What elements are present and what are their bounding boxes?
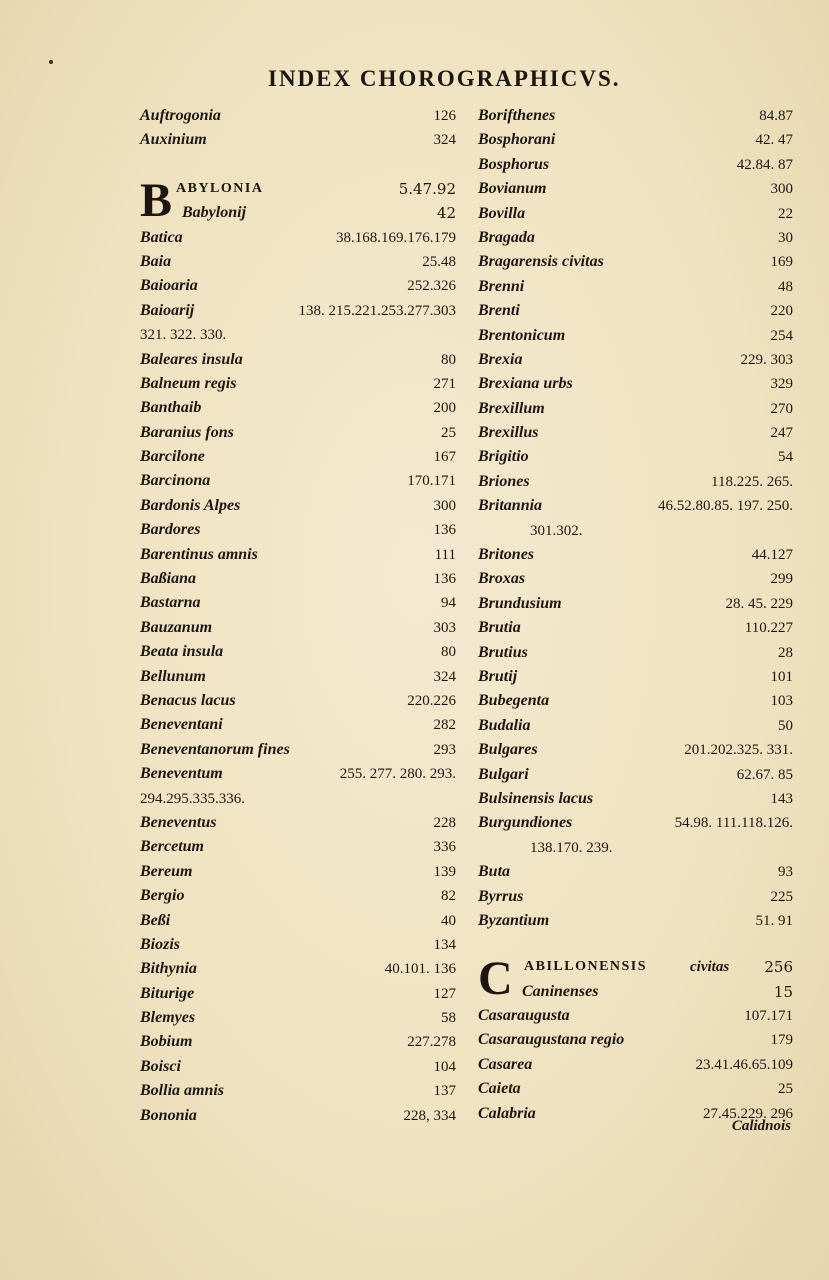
entry-term: Beneventum [140,765,223,783]
entry-term: Bauzanum [140,618,213,636]
entry-pages: 44.127 [751,547,793,564]
section-c-head-word: ABILLONENSIS [524,959,648,975]
index-entry [478,226,793,250]
entry-pages: 54 [778,449,793,466]
index-entry [140,445,456,469]
index-entry [140,689,456,713]
entry-term: Blemyes [140,1009,196,1027]
entry-term: Budalia [478,716,531,734]
entry-pages: 101 [770,668,793,685]
entry-term: Biturige [140,984,195,1002]
entry-pages-continued: 294.295.335.336. [140,790,245,807]
index-entry [140,1055,456,1079]
index-entry [140,665,456,689]
entry-term: Baßiana [140,570,197,588]
entry-pages: 40.101. 136 [384,961,456,978]
entry-pages: 299 [770,571,793,588]
index-entry [140,982,456,1006]
entry-pages: 25 [441,424,456,441]
index-entry [478,299,793,323]
entry-pages: 118.225. 265. [711,473,793,490]
entry-term: Bergio [140,887,185,905]
entry-term: Bubegenta [478,692,550,710]
drop-capital-b: B [140,173,173,227]
entry-pages: 136 [433,571,456,588]
entry-term: Bithynia [140,960,197,978]
entry-pages-continued: 138.170. 239. [530,839,613,856]
entry-pages: 110.227 [744,620,793,637]
entry-term: Broxas [478,570,526,588]
entry-term: Bollia amnis [140,1082,225,1100]
entry-pages: 228 [433,814,456,831]
entry-pages: 46.52.80.85. 197. 250. [658,498,793,515]
index-entry [478,275,793,299]
entry-term: Brexiana urbs [478,375,573,393]
entry-term: Bobium [140,1033,193,1051]
entry-pages-continued: 321. 322. 330. [140,327,227,344]
ink-speck [49,60,53,64]
index-entry [140,1006,456,1030]
entry-pages: 62.67. 85 [736,766,793,783]
index-entry [478,811,793,835]
entry-term: Britannia [478,497,543,515]
index-entry [478,567,793,591]
entry-term: Brutia [478,619,521,637]
index-entry [478,202,793,226]
entry-pages: 247 [770,425,793,442]
entry-pages: 42. 47 [755,132,793,149]
section-c-head-tail: civitas [690,959,730,976]
index-entry [140,299,456,323]
index-entry [140,1030,456,1054]
entry-term: Brundusium [478,594,562,612]
entry-pages: 179 [770,1032,793,1049]
index-entry [478,1077,793,1101]
spacer [478,933,793,955]
entry-term: Brenti [478,302,520,320]
entry-term: Buta [478,863,511,881]
entry-term: Bardonis Alpes [140,496,241,514]
entry-term: Biozis [140,935,181,953]
entry-pages: 324 [433,132,456,149]
entry-term: Bovianum [478,180,547,198]
index-entry [140,909,456,933]
entry-term: Bulgares [478,741,538,759]
entry-term: Barcinona [140,472,211,490]
index-entry [140,104,456,128]
entry-pages: 80 [441,351,456,368]
section-c-head-pages: 256 [764,958,793,977]
entry-term: Beneventani [140,716,223,734]
index-entry [478,348,793,372]
entry-pages: 40 [441,912,456,929]
entry-continuation [478,519,793,543]
index-entry [478,421,793,445]
entry-term: Caieta [478,1080,521,1098]
section-b-head-word: ABYLONIA [176,180,264,196]
entry-pages: 303 [433,619,456,636]
index-entry [140,616,456,640]
index-entry [140,591,456,615]
index-entry [478,153,793,177]
entry-term: Bononia [140,1106,197,1124]
entry-pages: 143 [770,790,793,807]
entry-pages: 329 [770,376,793,393]
index-entry [478,250,793,274]
catchword: Calidnois [731,1118,791,1134]
entry-term: Britones [478,546,535,564]
entry-term: Beneventus [140,813,217,831]
index-entry [140,762,456,786]
section-b-sub-pages: 42 [436,204,456,223]
index-entry [478,665,793,689]
entry-pages: 50 [778,717,793,734]
entry-pages: 94 [441,595,456,612]
entry-term: Byzantium [478,911,550,929]
index-entry [478,909,793,933]
entry-term: Batica [140,228,183,246]
index-entry [478,763,793,787]
index-entry [140,835,456,859]
entry-pages: 255. 277. 280. 293. [339,766,456,783]
entry-pages: 229. 303 [740,351,793,368]
entry-term: Barcilone [140,448,205,466]
section-b-sub-term: Babylonij [182,204,247,222]
entry-pages: 38.168.169.176.179 [336,229,456,246]
index-entry [140,811,456,835]
entry-term: Beata insula [140,643,224,661]
entry-term: Borifthenes [478,107,556,124]
entry-pages: 82 [441,888,456,905]
entry-pages: 200 [433,400,456,417]
entry-continuation [478,836,793,860]
index-entry [140,738,456,762]
entry-pages: 51. 91 [755,912,793,929]
entry-term: Brexia [478,350,523,368]
entry-term: Brexillum [478,399,545,417]
entry-pages: 167 [433,449,456,466]
entry-pages: 227.278 [407,1034,456,1051]
entry-pages: 25 [778,1081,793,1098]
entry-pages: 28 [778,644,793,661]
entry-continuation [140,787,456,811]
entry-pages: 228, 334 [403,1107,456,1124]
entry-term: Bellunum [140,667,206,685]
index-entry [140,543,456,567]
entry-pages: 170.171 [407,473,456,490]
entry-pages: 27.45.229. 296 [703,1105,793,1122]
entry-term: Brutij [478,667,518,685]
entry-term: Baioaria [140,277,198,295]
index-entry [478,1004,793,1028]
index-entry [140,1104,456,1128]
entry-pages: 220.226 [407,693,456,709]
entry-pages: 136 [433,522,456,539]
entry-term: Brigitio [478,448,529,466]
entry-term: Bulsinensis lacus [478,789,594,807]
entry-term: Brutius [478,643,528,661]
index-entry [140,713,456,737]
index-entry [478,128,793,152]
section-b-heading [140,173,456,227]
entry-pages: 80 [441,644,456,661]
index-entry [140,933,456,957]
index-entry [140,348,456,372]
entry-term: Briones [478,472,530,490]
entry-pages: 270 [770,400,793,417]
entry-pages: 254 [770,327,793,344]
index-entry [478,177,793,201]
index-entry [478,885,793,909]
entry-pages: 54.98. 111.118.126. [674,815,793,832]
entry-pages: 271 [433,375,456,392]
entry-pages: 48 [778,278,793,295]
right-column [478,104,793,1126]
entry-term: Beneventanorum fines [140,740,290,758]
entry-term: Byrrus [478,887,524,905]
index-entry [140,1079,456,1103]
entry-term: Bercetum [140,838,204,856]
entry-pages: 23.41.46.65.109 [695,1056,793,1073]
entry-pages: 139 [433,863,456,880]
entry-term: Bereum [140,862,193,880]
entry-pages: 93 [778,864,793,881]
index-entry [478,787,793,811]
index-entry [140,226,456,250]
entry-term: Baranius fons [140,423,234,441]
index-entry [478,372,793,396]
index-entry [478,1053,793,1077]
entry-pages: 134 [433,936,456,953]
index-entry [478,104,793,128]
entry-term: Brexillus [478,424,539,442]
entry-pages: 104 [433,1058,456,1075]
entry-term: Bardores [140,521,201,539]
entry-term: Casarea [478,1055,533,1073]
entry-pages: 169 [770,254,793,271]
entry-term: Calabria [478,1104,536,1122]
entry-pages: 28. 45. 229 [725,595,793,612]
index-entry [478,641,793,665]
entry-term: Bulgari [478,765,529,783]
entry-pages: 324 [433,668,456,685]
entry-term: Boisci [140,1057,181,1075]
index-entry [478,324,793,348]
entry-term: Baleares insula [140,350,243,368]
entry-pages-continued: 301.302. [530,522,583,539]
entry-pages: 225 [770,888,793,905]
index-entry [140,372,456,396]
index-entry [478,738,793,762]
index-entry [140,567,456,591]
entry-pages: 84.87 [759,108,793,124]
entry-pages: 22 [778,205,793,222]
entry-term: Bastarna [140,594,201,612]
index-entry [478,1028,793,1052]
entry-term: Auxinium [140,131,207,149]
index-entry [478,592,793,616]
entry-pages: 293 [433,741,456,758]
index-entry [140,274,456,298]
index-entry [140,469,456,493]
page-title: INDEX CHOROGRAPHICVS. [268,66,621,91]
entry-term: Barentinus amnis [140,545,258,563]
index-entry [478,470,793,494]
entry-term: Burgundiones [478,814,573,832]
section-c-sub-pages: 15 [773,982,793,1001]
index-entry [478,616,793,640]
entry-pages: 300 [770,181,793,198]
entry-pages: 42.84. 87 [736,156,793,173]
entry-term: Auftrogonia [140,107,221,124]
entry-term: Casaraugustana regio [478,1031,625,1049]
entry-pages: 252.326 [407,278,456,295]
index-entry [478,689,793,713]
entry-term: Balneum regis [140,374,237,392]
entry-term: Bosphorus [478,155,550,173]
entry-continuation [140,323,456,347]
entry-pages: 25.48 [422,253,456,270]
index-entry [478,445,793,469]
entry-pages: 30 [778,229,793,246]
entry-term: Bovilla [478,204,526,222]
entry-pages: 336 [433,839,456,856]
entry-pages: 127 [433,985,456,1002]
index-entry [140,957,456,981]
section-b-head-pages: 5.47.92 [398,179,456,198]
index-entry [140,128,456,152]
left-column [140,104,456,1128]
entry-pages: 220 [770,303,793,320]
entry-pages: 126 [433,108,456,124]
entry-pages: 103 [770,693,793,710]
index-entry [140,396,456,420]
entry-pages: 58 [441,1010,456,1027]
entry-pages: 201.202.325. 331. [684,742,793,759]
index-entry [140,421,456,445]
entry-term: Benacus lacus [140,692,236,709]
index-entry [140,860,456,884]
index-entry [140,250,456,274]
spacer [140,153,456,177]
index-entry [478,860,793,884]
entry-term: Brenni [478,277,525,295]
entry-term: Brentonicum [478,326,566,344]
entry-term: Baioarij [140,301,195,319]
entry-term: Bosphorani [478,131,556,149]
index-entry [140,518,456,542]
entry-pages: 107.171 [744,1008,793,1025]
section-c-sub-term: Caninenses [522,982,599,1000]
entry-pages: 282 [433,717,456,734]
entry-term: Baia [140,252,172,270]
entry-term: Casaraugusta [478,1007,570,1025]
index-entry [478,543,793,567]
entry-pages: 138. 215.221.253.277.303 [298,302,456,319]
index-entry [478,397,793,421]
drop-capital-c: C [478,952,513,1006]
entry-term: Bragada [478,228,535,246]
index-entry [478,714,793,738]
entry-term: Banthaib [140,399,202,417]
index-entry [140,640,456,664]
index-entry [140,494,456,518]
section-c-heading [478,952,793,1006]
entry-pages: 137 [433,1083,456,1100]
index-entry [140,884,456,908]
entry-pages: 111 [434,546,456,563]
entry-term: Bragarensis civitas [478,253,604,271]
entry-pages: 300 [433,497,456,514]
entry-term: Beßi [140,911,171,929]
index-entry [478,494,793,518]
